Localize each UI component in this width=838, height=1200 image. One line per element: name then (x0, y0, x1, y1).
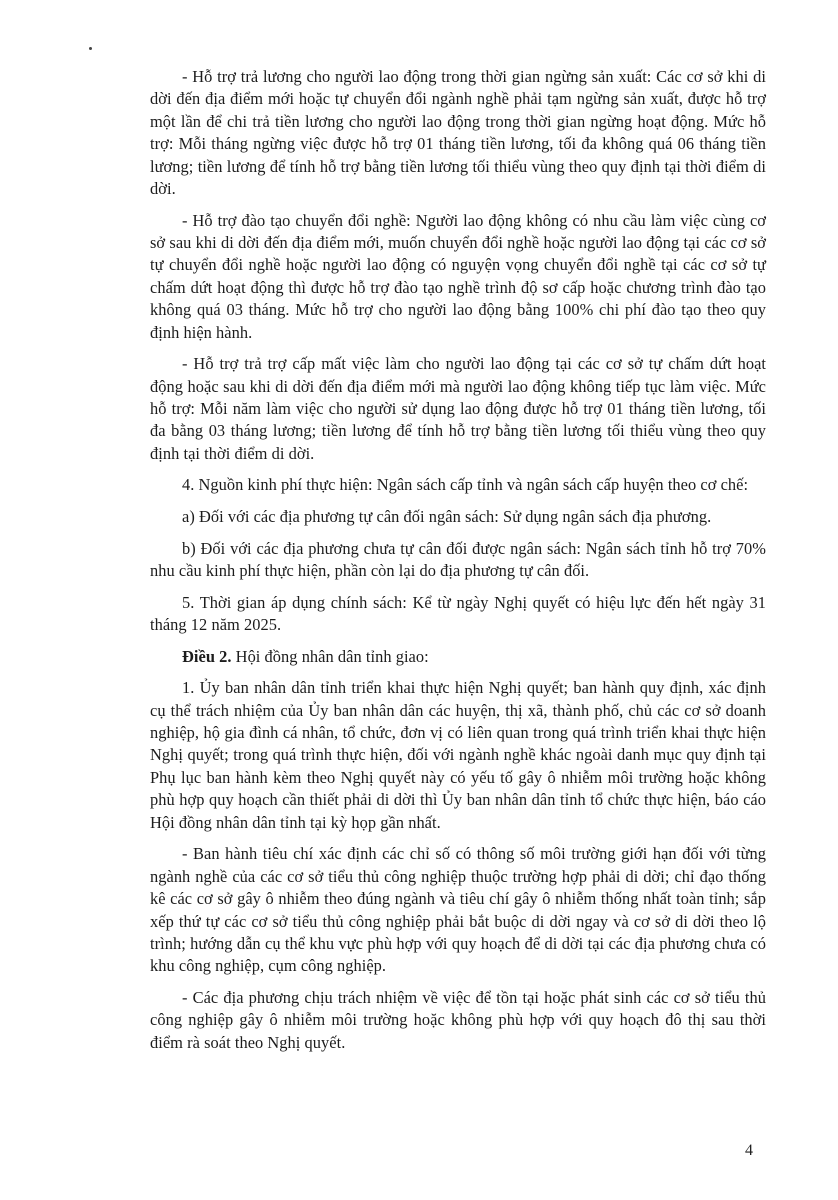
article-2-text: Hội đồng nhân dân tỉnh giao: (231, 646, 429, 666)
paragraph-criteria-task: - Ban hành tiêu chí xác định các chỉ số có thông số môi trường giới hạn đối với từng ngành nghề của các cơ sở tiểu thủ công nghiệp thuộc trường hợp phải di dời; chỉ đạo thống kê các cơ sở gây ô nhiễm theo đúng ngành và tiêu chí gây ô nhiễm thống nhất toàn tỉnh; sắp xếp thứ tự các cơ sở tiểu thủ công nghiệp phải bắt buộc di dời ngay và cơ sở di dời theo lộ trình; hướng dẫn cụ thể khu vực phù hợp với quy hoạch để di dời tại các địa phương chưa có khu công nghiệp, cụm công nghiệp. (150, 844, 766, 976)
paragraph-committee-task: 1. Ủy ban nhân dân tỉnh triển khai thực hiện Nghị quyết; ban hành quy định, xác định cụ thể trách nhiệm của Ủy ban nhân dân các huyện, thị xã, thành phố, chủ các cơ sở doanh nghiệp, hộ gia đình cá nhân, tổ chức, đơn vị có liên quan trong quá trình triển khai thực hiện Nghị quyết; trong quá trình thực hiện, đối với ngành nghề khác ngoài danh mục quy định tại Phụ lục ban hành kèm theo Nghị quyết này có yếu tố gây ô nhiễm môi trường hoặc không phù hợp quy hoạch cần thiết phải di dời thì Ủy ban nhân dân tỉnh tổ chức thực hiện, báo cáo Hội đồng nhân dân tỉnh tại kỳ họp gần nhất. (150, 678, 766, 832)
paragraph-funding-a: a) Đối với các địa phương tự cân đối ngân sách: Sử dụng ngân sách địa phương. (182, 507, 712, 527)
paragraph-training-support: - Hỗ trợ đào tạo chuyển đổi nghề: Người lao động không có nhu cầu làm việc cùng cơ sở sau khi di dời đến địa điểm mới, muốn chuyển đổi nghề hoặc người lao động tại các cơ sở tự chuyển đổi nghề hoặc người lao động có nguyện vọng chuyển đổi nghề tại các cơ sở tự chấm dứt hoạt động thì được hỗ trợ đào tạo nghề trình độ sơ cấp hoặc chương trình đào tạo không quá 03 tháng. Mức hỗ trợ cho người lao động bằng 100% chi phí đào tạo theo quy định hiện hành. (150, 210, 766, 342)
document-body (150, 66, 766, 1063)
paragraph-funding-source: 4. Nguồn kinh phí thực hiện: Ngân sách cấp tỉnh và ngân sách cấp huyện theo cơ chế: (182, 475, 749, 495)
paragraph-effective-time: 5. Thời gian áp dụng chính sách: Kể từ ngày Nghị quyết có hiệu lực đến hết ngày 31 tháng 12 năm 2025. (150, 592, 766, 635)
paragraph-severance-support: - Hỗ trợ trả trợ cấp mất việc làm cho người lao động tại các cơ sở tự chấm dứt hoạt động hoặc sau khi di dời đến địa điểm mới mà người lao động không tiếp tục làm việc. Mức hỗ trợ: Mỗi năm làm việc cho người sử dụng lao động được hỗ trợ 01 tháng tiền lương, tối đa bằng 03 tháng lương; tiền lương để tính hỗ trợ bằng tiền lương tối thiểu vùng theo quy định tại thời điểm di dời. (150, 354, 766, 463)
scan-mark (89, 47, 92, 50)
page-number: 4 (745, 1142, 753, 1159)
paragraph-locality-responsibility: - Các địa phương chịu trách nhiệm về việc để tồn tại hoặc phát sinh các cơ sở tiểu thủ công nghiệp gây ô nhiễm môi trường hoặc không phù hợp với quy hoạch đô thị sau thời điểm rà soát theo Nghị quyết. (150, 987, 766, 1052)
article-2-heading: Điều 2. (182, 646, 232, 666)
paragraph-wage-support: - Hỗ trợ trả lương cho người lao động trong thời gian ngừng sản xuất: Các cơ sở khi di dời đến địa điểm mới hoặc tự chuyển đổi ngành nghề phải tạm ngừng sản xuất, được hỗ trợ một lần để chi trả tiền lương cho người lao động trong thời gian ngừng hoạt động. Mức hỗ trợ: Mỗi tháng ngừng việc được hỗ trợ 01 tháng tiền lương, tối đa không quá 06 tháng tiền lương; tiền lương để tính hỗ trợ bằng tiền lương tối thiểu vùng theo quy định tại thời điểm di dời. (150, 67, 766, 199)
paragraph-funding-b: b) Đối với các địa phương chưa tự cân đối được ngân sách: Ngân sách tỉnh hỗ trợ 70% nhu cầu kinh phí thực hiện, phần còn lại do địa phương tự cân đối. (150, 538, 766, 581)
article-2 (150, 646, 766, 668)
